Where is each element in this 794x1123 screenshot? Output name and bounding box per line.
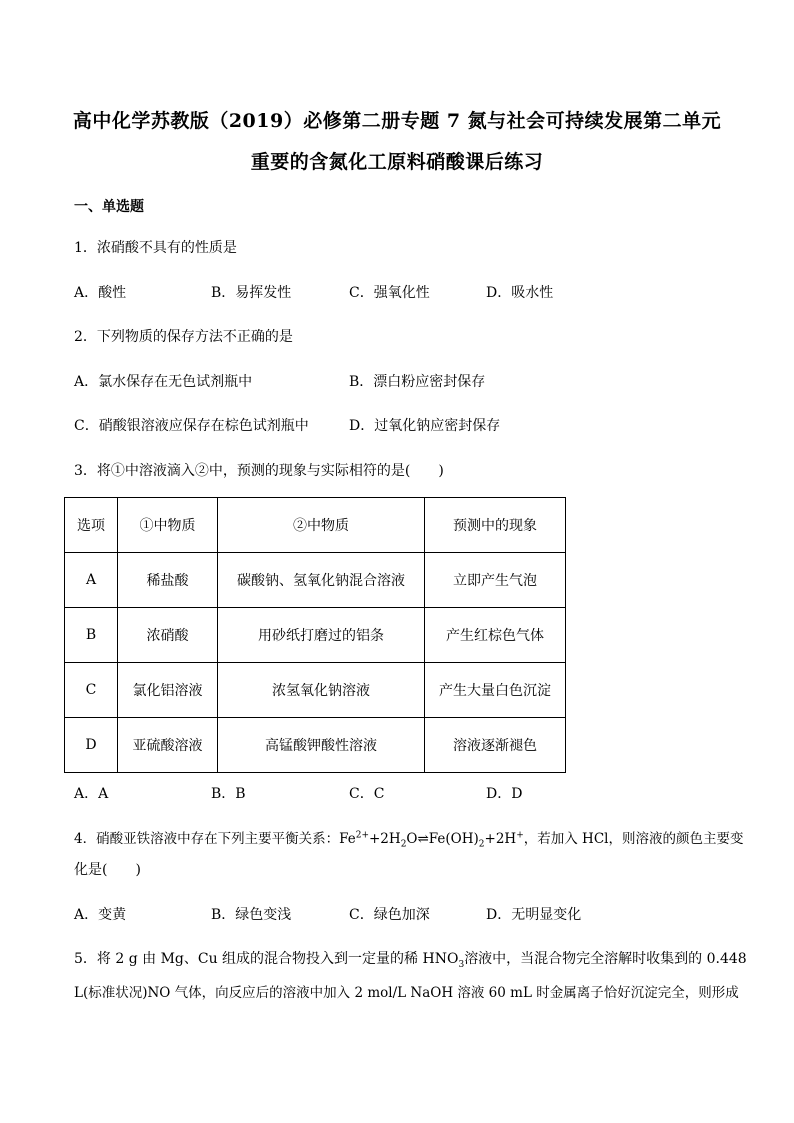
q3-option-d: D．D (486, 786, 523, 802)
table-cell: D (65, 718, 118, 773)
question-3-table (64, 497, 566, 773)
q1-option-d: D．吸水性 (486, 285, 554, 301)
document-title-line-1: 高中化学苏教版（2019）必修第二册专题 7 氮与社会可持续发展第二单元 (72, 110, 722, 132)
table-cell: A (65, 553, 118, 608)
subscript: 2 (400, 839, 407, 850)
stem-text: +2H (369, 831, 401, 847)
stem-text: O⇌Fe(OH) (406, 831, 479, 847)
q1-option-a: A．酸性 (74, 285, 127, 301)
table-cell: 浓氢氧化钠溶液 (218, 663, 425, 718)
q4-option-a: A．变黄 (74, 907, 127, 923)
table-row (65, 663, 566, 718)
q3-option-a: A．A (74, 786, 109, 802)
table-row (65, 608, 566, 663)
table-cell: 稀盐酸 (118, 553, 218, 608)
table-cell: B (65, 608, 118, 663)
table-cell: 浓硝酸 (118, 608, 218, 663)
table-row (65, 553, 566, 608)
table-cell: 亚硫酸溶液 (118, 718, 218, 773)
stem-text: 4．硝酸亚铁溶液中存在下列主要平衡关系：Fe (74, 831, 356, 847)
subscript: 2 (478, 839, 485, 850)
stem-text: ，若加入 HCl，则溶液的颜色主要变 (523, 831, 744, 847)
section-heading: 一、单选题 (74, 199, 144, 215)
stem-text: 溶液中，当混合物完全溶解时收集到的 0.448 (464, 951, 747, 967)
table-cell: C (65, 663, 118, 718)
q2-option-b: B．漂白粉应密封保存 (349, 374, 486, 390)
question-1-stem: 1．浓硝酸不具有的性质是 (74, 240, 237, 256)
table-header-cell: ②中物质 (218, 498, 425, 553)
q4-option-b: B．绿色变浅 (211, 907, 292, 923)
q2-option-c: C．硝酸银溶液应保存在棕色试剂瓶中 (74, 418, 309, 434)
subscript: 3 (458, 959, 465, 970)
table-cell: 产生红棕色气体 (425, 608, 566, 663)
q4-option-d: D．无明显变化 (486, 907, 582, 923)
q1-option-b: B．易挥发性 (211, 285, 292, 301)
document-title-line-2: 重要的含氮化工原料硝酸课后练习 (250, 151, 544, 173)
q2-option-a: A．氯水保存在无色试剂瓶中 (74, 374, 253, 390)
question-4-stem (74, 827, 743, 850)
question-3-stem: 3．将①中溶液滴入②中，预测的现象与实际相符的是( ) (74, 463, 444, 479)
table-cell: 碳酸钠、氢氧化钠混合溶液 (218, 553, 425, 608)
q4-option-c: C．绿色加深 (349, 907, 430, 923)
question-2-stem: 2．下列物质的保存方法不正确的是 (74, 329, 293, 345)
table-header-row (65, 498, 566, 553)
table-cell: 用砂纸打磨过的铝条 (218, 608, 425, 663)
question-4-stem-line-2: 化是( ) (74, 862, 141, 878)
table-cell: 溶液逐渐褪色 (425, 718, 566, 773)
table-row (65, 718, 566, 773)
q3-option-c: C．C (349, 786, 385, 802)
table-cell: 立即产生气泡 (425, 553, 566, 608)
question-5-stem (74, 948, 747, 970)
stem-text: +2H (484, 831, 517, 847)
stem-text: 5．将 2 g 由 Mg、Cu 组成的混合物投入到一定量的稀 HNO (74, 951, 459, 967)
q3-option-b: B．B (211, 786, 246, 802)
question-5-stem-line-2: L(标准状况)NO 气体，向反应后的溶液中加入 2 mol/L NaOH 溶液 60 mL 时金属离子恰好沉淀完全，则形成 (74, 985, 739, 1001)
table-cell: 氯化铝溶液 (118, 663, 218, 718)
table-header-cell: ①中物质 (118, 498, 218, 553)
superscript: + (516, 830, 524, 841)
table-header-cell: 选项 (65, 498, 118, 553)
table-cell: 高锰酸钾酸性溶液 (218, 718, 425, 773)
table-cell: 产生大量白色沉淀 (425, 663, 566, 718)
table-header-cell: 预测中的现象 (425, 498, 566, 553)
q2-option-d: D．过氧化钠应密封保存 (349, 418, 501, 434)
superscript: 2+ (355, 830, 369, 841)
q1-option-c: C．强氧化性 (349, 285, 430, 301)
